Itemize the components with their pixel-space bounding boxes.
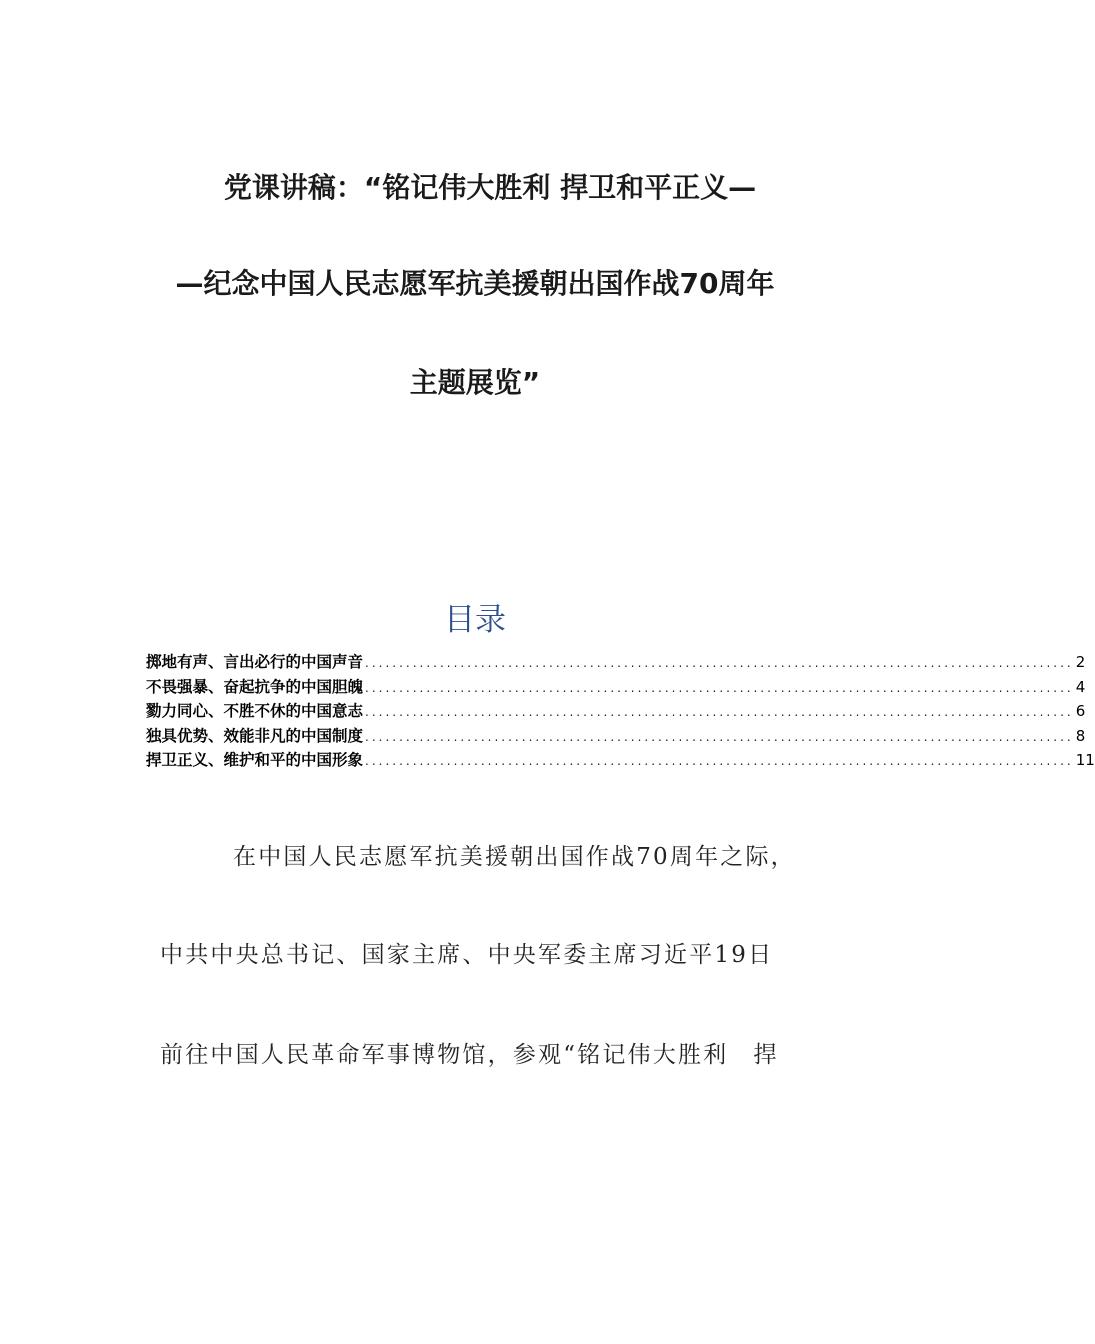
toc-entry[interactable] bbox=[146, 650, 1086, 675]
toc-entry-page: 2 bbox=[1075, 653, 1086, 671]
toc-leader-dots: ........................................................................................................ bbox=[365, 680, 1074, 695]
toc-entry[interactable] bbox=[146, 724, 1086, 749]
toc-entry[interactable] bbox=[146, 748, 1095, 773]
toc-leader-dots: ........................................................................................................ bbox=[365, 754, 1074, 768]
toc-entry-label: 独具优势、效能非凡的中国制度 bbox=[146, 726, 364, 745]
toc-leader-dots: ........................................................................................................ bbox=[365, 729, 1074, 744]
toc-entry-page: 11 bbox=[1075, 751, 1095, 769]
toc-entry-label: 掷地有声、言出必行的中国声音 bbox=[146, 653, 364, 671]
toc-entry-label: 不畏强暴、奋起抗争的中国胆魄 bbox=[146, 677, 364, 696]
toc-heading: 目录 bbox=[444, 602, 506, 638]
toc-entry-page: 6 bbox=[1075, 702, 1086, 720]
toc-leader-dots: ........................................................................................................ bbox=[365, 705, 1074, 719]
toc-entry-label: 捍卫正义、维护和平的中国形象 bbox=[146, 751, 364, 769]
document-title-line-2: —纪念中国人民志愿军抗美援朝出国作战70周年 bbox=[175, 267, 775, 300]
toc-entry-label: 勠力同心、不胜不休的中国意志 bbox=[146, 702, 364, 720]
body-text-line-3: 前往中国人民革命军事博物馆，参观“铭记伟大胜利 捍 bbox=[160, 1042, 779, 1068]
toc-entry-page: 8 bbox=[1075, 726, 1086, 745]
toc-entry-page: 4 bbox=[1075, 677, 1086, 696]
toc-entry[interactable] bbox=[146, 675, 1086, 700]
toc-leader-dots: ........................................................................................................ bbox=[365, 656, 1074, 670]
body-text-line-1: 在中国人民志愿军抗美援朝出国作战70周年之际， bbox=[233, 844, 796, 870]
body-text-line-2: 中共中央总书记、国家主席、中央军委主席习近平19日 bbox=[160, 942, 774, 968]
toc-entry[interactable] bbox=[146, 699, 1086, 724]
table-of-contents bbox=[146, 650, 1095, 773]
document-title-line-3: 主题展览” bbox=[409, 366, 541, 399]
document-title-line-1: 党课讲稿：“铭记伟大胜利 捍卫和平正义— bbox=[223, 171, 757, 204]
